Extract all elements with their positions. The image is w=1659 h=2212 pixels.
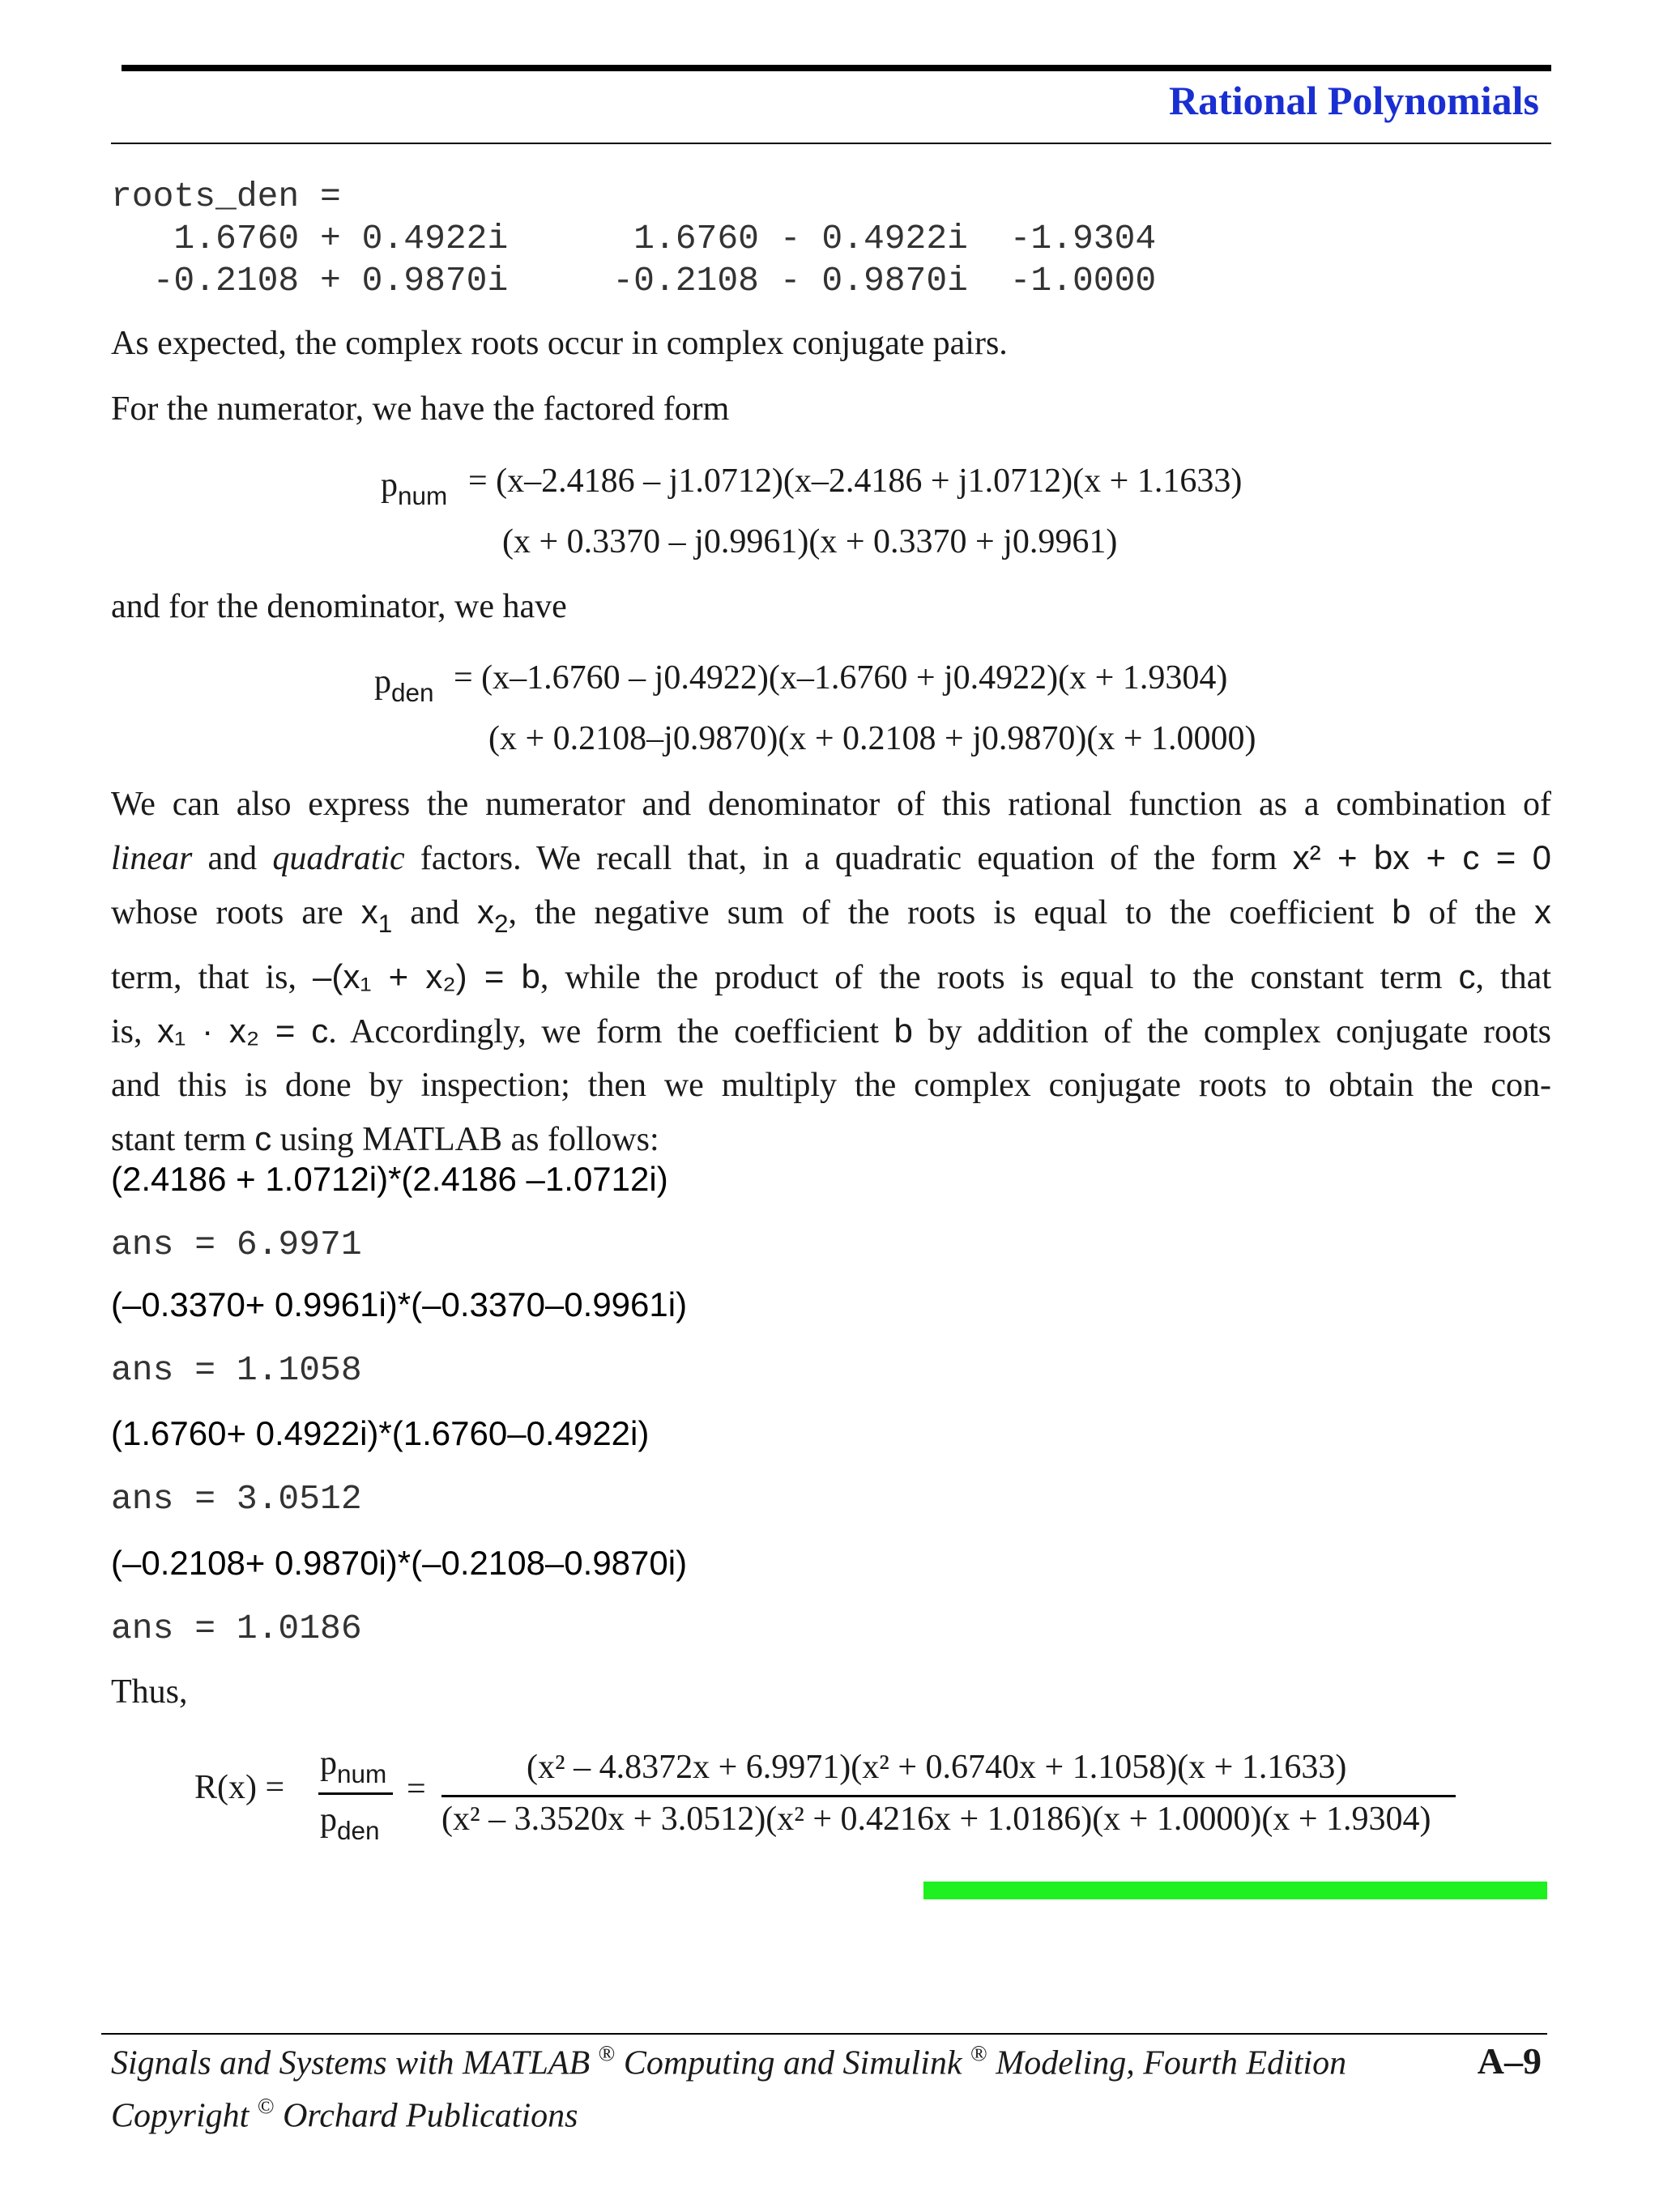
- header-bottom-rule: [111, 143, 1551, 144]
- footer-book-title: Signals and Systems with MATLAB ® Computing and Simulink ® Modeling, Fourth Edition: [111, 2041, 1347, 2082]
- rx-denominator: (x² – 3.3520x + 3.0512)(x² + 0.4216x + 1.0186)(x + 1.0000)(x + 1.9304): [441, 1801, 1431, 1838]
- paragraph-line-6: and this is done by inspection; then we multiply the complex conjugate roots to obtain the con-: [111, 1067, 1551, 1105]
- matlab-command-1: (2.4186 + 1.0712i)*(2.4186 –1.0712i): [111, 1160, 668, 1198]
- roots-den-label: roots_den =: [111, 177, 341, 216]
- rx-small-fraction-line: [318, 1792, 393, 1795]
- matlab-answer-3: ans = 3.0512: [111, 1479, 362, 1519]
- text-denominator-intro: and for the denominator, we have: [111, 588, 567, 625]
- pden-line-1: = (x–1.6760 – j0.4922)(x–1.6760 + j0.4922)(x + 1.9304): [454, 659, 1228, 697]
- rx-equals: =: [407, 1771, 426, 1808]
- paragraph-line-2: linear and quadratic factors. We recall that, in a quadratic equation of the form x² + bx + c = 0: [111, 838, 1551, 877]
- pnum-symbol: $p_{num}$: [381, 467, 448, 511]
- paragraph-line-3: whose roots are $x_1$ and $x_2$, the negative sum of the roots is equal to the coefficient b of the x: [111, 893, 1551, 939]
- text-numerator-intro: For the numerator, we have the factored form: [111, 390, 730, 428]
- roots-den-row-1: 1.6760 + 0.4922i 1.6760 - 0.4922i -1.9304: [111, 219, 1157, 258]
- matlab-command-3: (1.6760+ 0.4922i)*(1.6760–0.4922i): [111, 1414, 650, 1452]
- text-thus: Thus,: [111, 1673, 188, 1711]
- matlab-answer-4: ans = 1.0186: [111, 1609, 362, 1648]
- roots-den-row-2: -0.2108 + 0.9870i -0.2108 - 0.9870i -1.0000: [111, 261, 1157, 300]
- footer-rule: [101, 2033, 1547, 2035]
- matlab-command-4: (–0.2108+ 0.9870i)*(–0.2108–0.9870i): [111, 1544, 688, 1582]
- paragraph-line-7: stant term c using MATLAB as follows:: [111, 1119, 659, 1159]
- page-number: A–9: [1477, 2040, 1542, 2082]
- paragraph-line-5: is, x₁ · x₂ = c. Accordingly, we form the coefficient b by addition of the complex conjugate roots: [111, 1012, 1551, 1051]
- running-header-title: Rational Polynomials: [1169, 78, 1539, 123]
- matlab-answer-1: ans = 6.9971: [111, 1225, 362, 1264]
- rx-pnum: $p_{num}$: [320, 1745, 387, 1789]
- rx-pden: $p_{den}$: [320, 1801, 380, 1846]
- pden-line-2: (x + 0.2108–j0.9870)(x + 0.2108 + j0.9870)(x + 1.0000): [488, 720, 1256, 757]
- matlab-answer-2: ans = 1.1058: [111, 1350, 362, 1390]
- text-conjugate-pairs: As expected, the complex roots occur in complex conjugate pairs.: [111, 325, 1008, 362]
- footer-copyright: Copyright © Orchard Publications: [111, 2094, 578, 2135]
- pnum-line-1: = (x–2.4186 – j1.0712)(x–2.4186 + j1.0712)(x + 1.1633): [468, 462, 1243, 500]
- rx-numerator: (x² – 4.8372x + 6.9971)(x² + 0.6740x + 1.1058)(x + 1.1633): [527, 1749, 1347, 1786]
- paragraph-linear-quadratic: [111, 778, 1551, 1166]
- pnum-line-2: (x + 0.3370 – j0.9961)(x + 0.3370 + j0.9961): [502, 523, 1118, 560]
- green-accent-bar: [923, 1882, 1547, 1899]
- paragraph-line-1: We can also express the numerator and denominator of this rational function as a combination of: [111, 786, 1551, 823]
- header-top-rule: [122, 65, 1551, 71]
- rx-main-fraction-line: [441, 1795, 1456, 1797]
- paragraph-line-4: term, that is, –(x₁ + x₂) = b, while the product of the roots is equal to the constant term c, that: [111, 957, 1551, 997]
- pden-symbol: $p_{den}$: [374, 663, 434, 708]
- rx-lhs: R(x) =: [194, 1769, 285, 1806]
- matlab-command-2: (–0.3370+ 0.9961i)*(–0.3370–0.9961i): [111, 1285, 688, 1323]
